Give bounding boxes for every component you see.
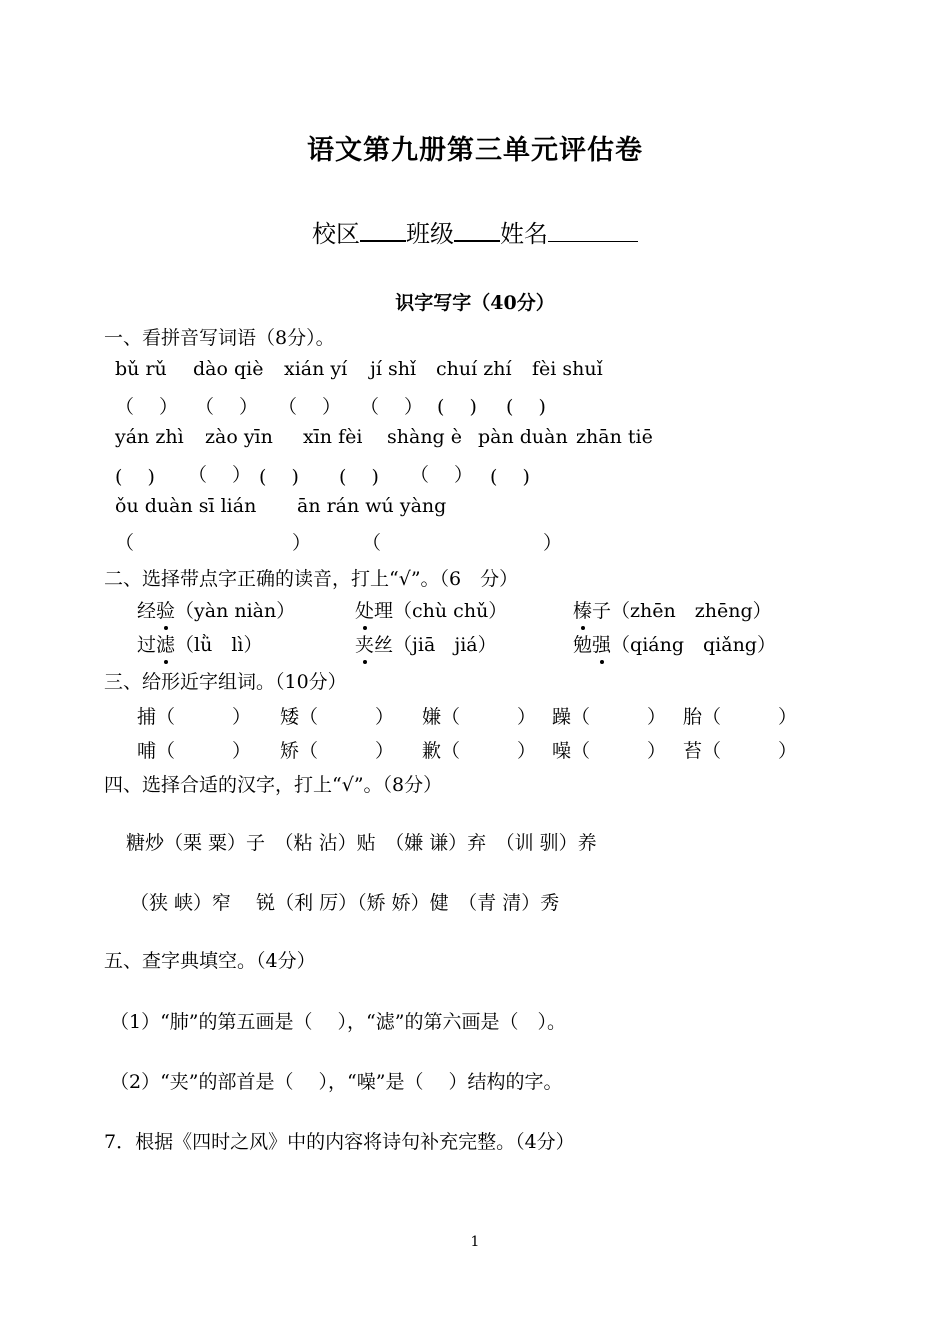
reading-options[interactable]: （jiā jiá） [393, 634, 497, 656]
char: 嫌 [422, 706, 442, 728]
answer-blank[interactable]: ( ) [259, 466, 299, 488]
q7-heading: 7．根据《四时之风》中的内容将诗句补充完整。（4分） [104, 1131, 575, 1153]
q2-heading: 二、选择带点字正确的读音，打上“√”。（6 分） [104, 568, 519, 590]
reading-options[interactable]: （chù chǔ） [393, 600, 508, 622]
word-item [683, 702, 797, 729]
answer-blank[interactable]: （ ） [195, 396, 259, 418]
pinyin: ān rán wú yàng [297, 495, 447, 517]
answer-blank[interactable]: （ ） [299, 740, 395, 762]
answer-blank[interactable]: （ ） [156, 706, 252, 728]
pinyin: ǒu duàn sī lián [115, 495, 257, 517]
pinyin: dào qiè [193, 358, 264, 380]
pinyin: yán zhì [115, 426, 184, 448]
word-item [552, 736, 666, 763]
answer-blank[interactable]: ( ) [506, 396, 546, 418]
reading-item [137, 630, 263, 657]
char: 躁 [552, 706, 572, 728]
pinyin: zhān tiē [576, 426, 653, 448]
char: 哺 [137, 740, 157, 762]
char: 胎 [683, 706, 703, 728]
dotted-char: 处 [355, 596, 374, 623]
answer-blank[interactable]: （ [115, 532, 135, 554]
reading-options[interactable]: （zhēn zhēng） [611, 600, 772, 622]
char: 经 [137, 600, 157, 622]
pinyin: fèi shuǐ [532, 358, 603, 380]
reading-item [355, 596, 507, 623]
q3-heading: 三、给形近字组词。（10分） [104, 671, 347, 693]
answer-blank[interactable]: （ ） [571, 740, 667, 762]
dotted-char: 榛 [573, 596, 592, 623]
answer-blank[interactable]: （ ） [702, 706, 798, 728]
class-blank[interactable] [454, 220, 500, 242]
answer-blank[interactable]: （ ） [702, 740, 798, 762]
pinyin: chuí zhí [436, 358, 512, 380]
dotted-char: 滤 [156, 630, 175, 657]
q5-heading: 五、查字典填空。（4分） [104, 950, 316, 972]
char: 捕 [137, 706, 157, 728]
answer-blank[interactable]: （ ） [360, 396, 424, 418]
answer-blank[interactable]: （ ） [441, 740, 537, 762]
char: 噪 [552, 740, 572, 762]
q5-line-1: （1）“肺”的第五画是（ ），“滤”的第六画是（ ）。 [110, 1011, 566, 1033]
dotted-char: 验 [156, 596, 175, 623]
char: 理 [374, 600, 394, 622]
answer-blank[interactable]: ） [292, 532, 312, 554]
answer-blank[interactable]: （ ） [115, 396, 179, 418]
answer-blank[interactable]: （ ） [441, 706, 537, 728]
campus-blank[interactable] [360, 220, 406, 242]
answer-blank[interactable]: （ ） [188, 464, 252, 486]
char: 矫 [280, 740, 300, 762]
word-item [137, 702, 251, 729]
answer-blank[interactable]: ( ) [339, 466, 379, 488]
dotted-char: 夹 [355, 630, 374, 657]
reading-item [355, 630, 497, 657]
pinyin: xīn fèi [303, 426, 363, 448]
pinyin: bǔ rǔ [115, 358, 167, 380]
pinyin: xián yí [284, 358, 348, 380]
reading-options[interactable]: （lǜ lì） [175, 634, 263, 656]
answer-blank[interactable]: （ ） [299, 706, 395, 728]
q4-choice-line-1[interactable]: 糖炒（栗 粟）子 （粘 沾）贴 （嫌 谦）弃 （训 驯）养 [126, 832, 597, 854]
reading-item [573, 630, 776, 657]
campus-label: 校区 [312, 220, 360, 248]
char: 丝 [374, 634, 394, 656]
reading-options[interactable]: （yàn niàn） [175, 600, 296, 622]
page-title: 语文第九册第三单元评估卷 [307, 135, 643, 166]
class-label: 班级 [406, 220, 454, 248]
q5-line-2: （2）“夹”的部首是（ ），“噪”是（ ）结构的字。 [110, 1071, 563, 1093]
answer-blank[interactable]: （ ） [278, 396, 342, 418]
word-item [422, 736, 536, 763]
q4-choice-line-2[interactable]: （狭 峡）窄 锐（利 厉）（矫 娇）健 （青 清）秀 [130, 892, 560, 914]
word-item [422, 702, 536, 729]
pinyin: pàn duàn [478, 426, 568, 448]
reading-item [137, 596, 295, 623]
page-number: 1 [470, 1234, 480, 1250]
q1-heading: 一、看拼音写词语（8分）。 [104, 327, 335, 349]
reading-options[interactable]: （qiáng qiǎng） [611, 634, 776, 656]
word-item [280, 736, 394, 763]
pinyin: zào yīn [205, 426, 273, 448]
char: 苔 [683, 740, 703, 762]
word-item [280, 702, 394, 729]
pinyin: jí shǐ [370, 358, 417, 380]
char: 歉 [422, 740, 442, 762]
word-item [552, 702, 666, 729]
char: 子 [592, 600, 612, 622]
answer-blank[interactable]: （ ） [410, 464, 474, 486]
answer-blank[interactable]: ( ) [490, 466, 530, 488]
section-heading: 识字写字（40分） [395, 292, 555, 314]
word-item [683, 736, 797, 763]
answer-blank[interactable]: （ ） [156, 740, 252, 762]
answer-blank[interactable]: （ [362, 532, 382, 554]
char: 过 [137, 634, 157, 656]
answer-blank[interactable]: （ ） [571, 706, 667, 728]
name-label: 姓名 [500, 220, 548, 248]
dotted-char: 强 [592, 630, 611, 657]
q4-heading: 四、选择合适的汉字，打上“√”。（8分） [104, 774, 443, 796]
student-info-line [0, 214, 950, 249]
answer-blank[interactable]: ） [543, 532, 563, 554]
answer-blank[interactable]: ( ) [437, 396, 477, 418]
char: 矮 [280, 706, 300, 728]
word-item [137, 736, 251, 763]
name-blank[interactable] [548, 221, 638, 242]
char: 勉 [573, 634, 593, 656]
reading-item [573, 596, 772, 623]
answer-blank[interactable]: ( ) [115, 466, 155, 488]
pinyin: shàng è [387, 426, 462, 448]
